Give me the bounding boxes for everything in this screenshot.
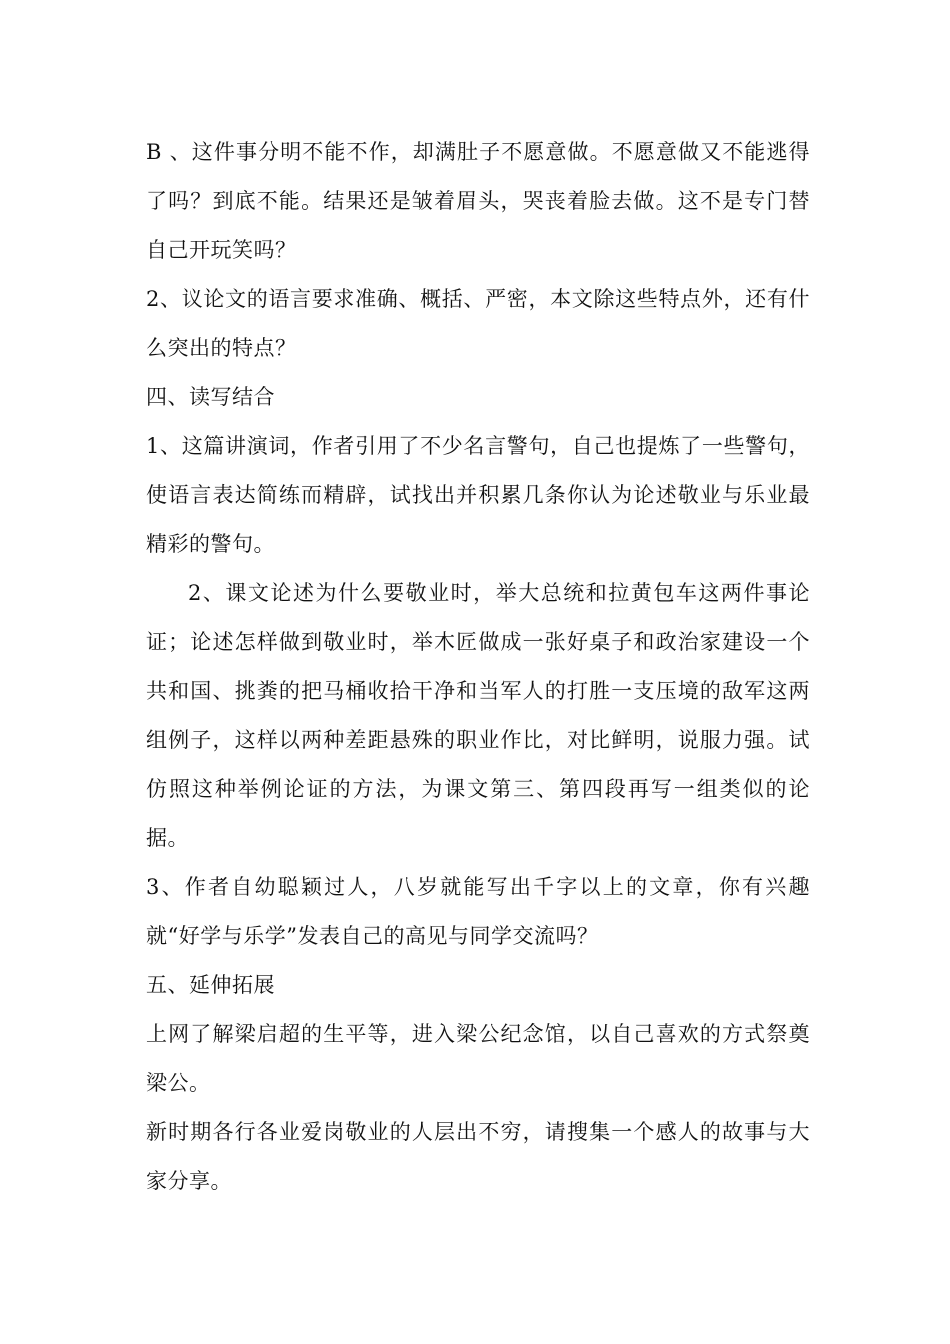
paragraph-question-2: 2、议论文的语言要求准确、概括、严密，本文除这些特点外，还有什么突出的特点？	[146, 287, 810, 360]
section-heading-reading-writing: 四、读写结合	[146, 385, 275, 409]
section-heading-extension: 五、延伸拓展	[146, 973, 275, 997]
paragraph-task-2: 2、课文论述为什么要敬业时，举大总统和拉黄包车这两件事论证；论述怎样做到敬业时，举木匠做成一张好桌子和政治家建设一个共和国、挑粪的把马桶收拾干净和当军人的打胜一支压境的敌军这两组例子，这样以两种差距悬殊的职业作比，对比鲜明，说服力强。试仿照这种举例论证的方法，为课文第三、第四段再写一组类似的论据。	[146, 581, 810, 850]
paragraph-extension-2: 新时期各行各业爱岗敬业的人层出不穷，请搜集一个感人的故事与大家分享。	[146, 1120, 810, 1193]
paragraph-task-1: 1、这篇讲演词，作者引用了不少名言警句，自己也提炼了一些警句，使语言表达简练而精辟，试找出并积累几条你认为论述敬业与乐业最精彩的警句。	[146, 434, 810, 556]
paragraph-task-3: 3、作者自幼聪颖过人，八岁就能写出千字以上的文章，你有兴趣就“好学与乐学”发表自己的高见与同学交流吗？	[146, 875, 810, 948]
paragraph-extension-1: 上网了解梁启超的生平等，进入梁公纪念馆，以自己喜欢的方式祭奠梁公。	[146, 1022, 810, 1095]
document-body	[146, 128, 810, 1206]
paragraph-option-b: B 、这件事分明不能不作，却满肚子不愿意做。不愿意做又不能逃得了吗？到底不能。结果还是皱着眉头，哭丧着脸去做。这不是专门替自己开玩笑吗？	[146, 140, 810, 262]
